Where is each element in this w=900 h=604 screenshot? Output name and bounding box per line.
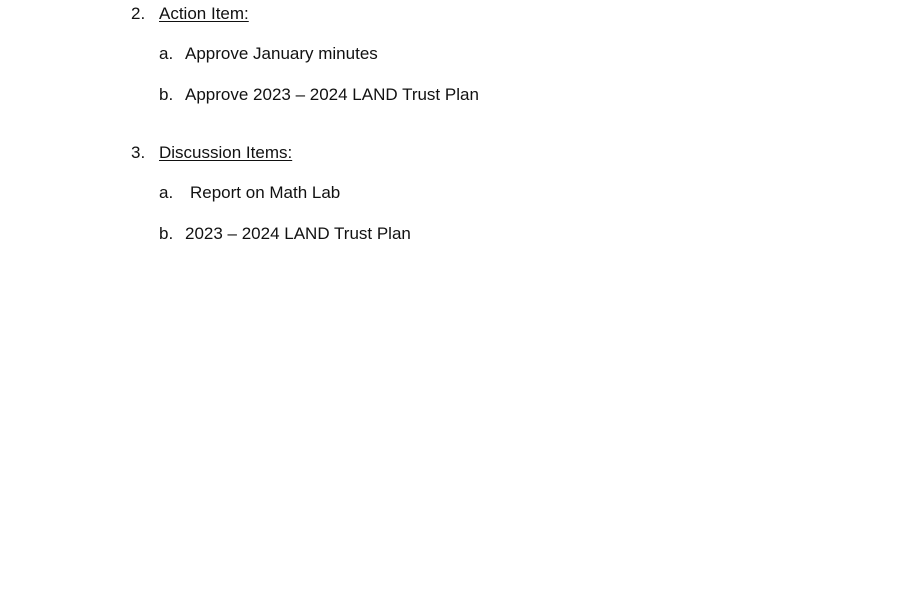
list-item-marker: a. bbox=[159, 44, 174, 63]
list-item-text: Approve January minutes bbox=[185, 44, 378, 63]
list-item-text: Report on Math Lab bbox=[190, 183, 341, 202]
list-item-marker: b. bbox=[159, 224, 174, 243]
section-number: 3. bbox=[131, 143, 146, 162]
section-heading: Action Item: bbox=[159, 4, 249, 23]
section-heading: Discussion Items: bbox=[159, 143, 293, 162]
list-item-text: 2023 – 2024 LAND Trust Plan bbox=[185, 224, 411, 243]
list-item-text: Approve 2023 – 2024 LAND Trust Plan bbox=[185, 85, 479, 104]
section-number: 2. bbox=[131, 4, 146, 23]
list-item-marker: b. bbox=[159, 85, 174, 104]
list-item-marker: a. bbox=[159, 183, 174, 202]
